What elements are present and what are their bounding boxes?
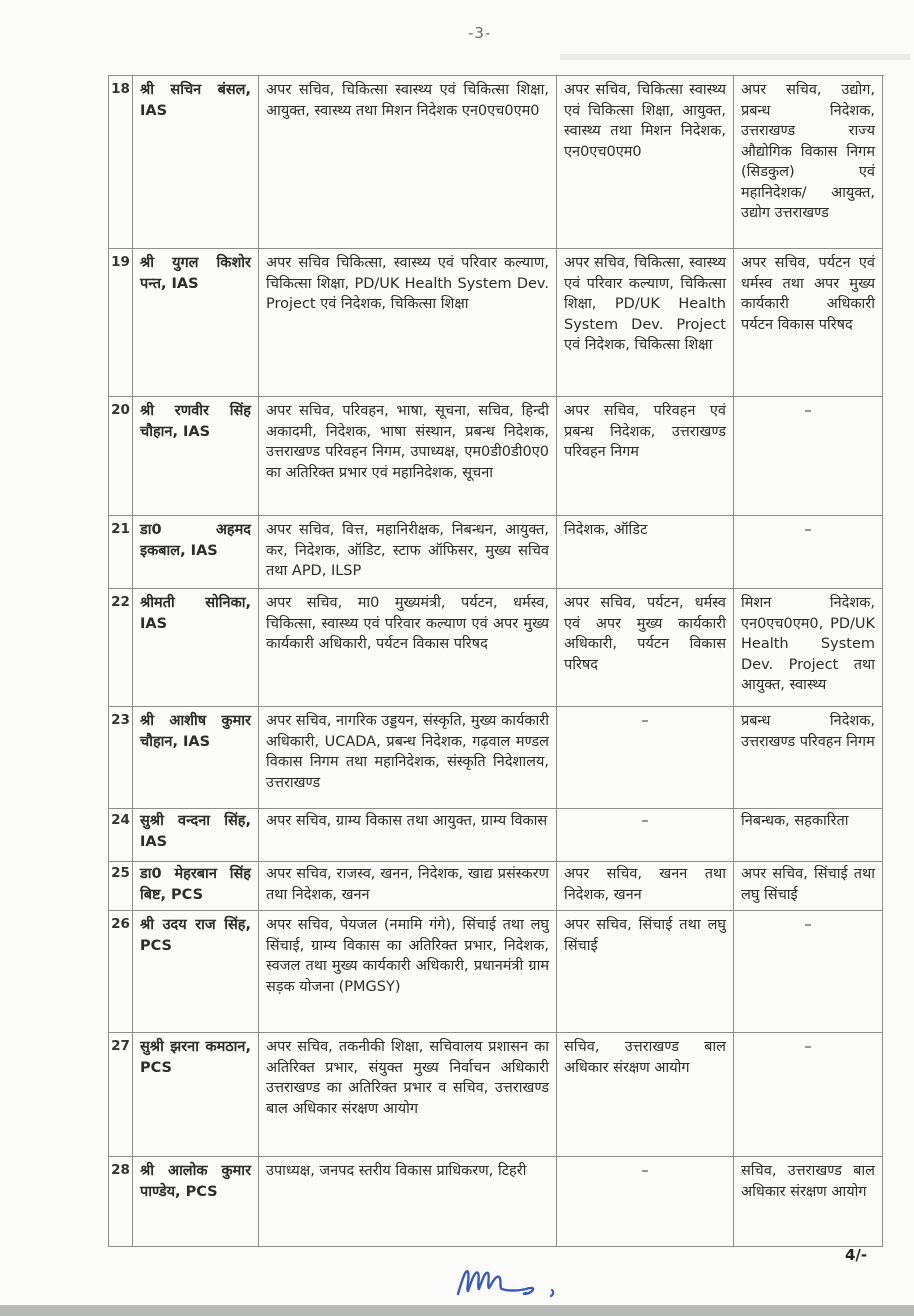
cell-serial: 26 [109, 911, 133, 1033]
cell-name: श्री उदय राज सिंह, PCS [133, 911, 259, 1033]
cell-charge-1: अपर सचिव, ग्राम्य विकास तथा आयुक्त, ग्राम्य विकास [259, 809, 557, 862]
cell-name: डा0 मेहरबान सिंह बिष्ट, PCS [133, 862, 259, 911]
page-number-bottom: 4/- [845, 1246, 868, 1264]
cell-charge-3: अपर सचिव, उद्योग, प्रबन्ध निदेशक, उत्तराखण्ड राज्य औद्योगिक विकास निगम (सिडकुल) एवं महानिदेशक/ आयुक्त, उद्योग उत्तराखण्ड [734, 76, 883, 249]
cell-serial: 25 [109, 862, 133, 911]
cell-name: श्री आलोक कुमार पाण्डेय, PCS [133, 1157, 259, 1247]
signature [452, 1260, 572, 1304]
cell-charge-2: अपर सचिव, चिकित्सा, स्वास्थ्य एवं परिवार कल्याण, चिकित्सा शिक्षा, PD/UK Health System Dev. Project एवं निदेशक, चिकित्सा शिक्षा [557, 249, 734, 397]
page-number-top: -3- [468, 24, 492, 42]
cell-name: श्री सचिन बंसल, IAS [133, 76, 259, 249]
table-row [109, 862, 884, 911]
table-row [109, 249, 884, 397]
cell-charge-1: अपर सचिव, चिकित्सा स्वास्थ्य एवं चिकित्सा शिक्षा, आयुक्त, स्वास्थ्य तथा मिशन निदेशक एन0एच0एम0 [259, 76, 557, 249]
cell-charge-3: – [734, 911, 883, 1033]
cell-charge-3: – [734, 516, 883, 589]
cell-name: सुश्री झरना कमठान, PCS [133, 1033, 259, 1157]
table-row [109, 911, 884, 1033]
table-row [109, 516, 884, 589]
officers-table [108, 75, 884, 1247]
cell-charge-3: अपर सचिव, सिंचाई तथा लघु सिंचाई [734, 862, 883, 911]
cell-charge-1: अपर सचिव, पेयजल (नमामि गंगे), सिंचाई तथा लघु सिंचाई, ग्राम्य विकास का अतिरिक्त प्रभार, निदेशक, स्वजल तथा मुख्य कार्यकारी अधिकारी, प्रधानमंत्री ग्राम सड़क योजना (PMGSY) [259, 911, 557, 1033]
cell-charge-3: अपर सचिव, पर्यटन एवं धर्मस्व तथा अपर मुख्य कार्यकारी अधिकारी पर्यटन विकास परिषद [734, 249, 883, 397]
cell-serial: 20 [109, 397, 133, 516]
cell-charge-2: अपर सचिव, सिंचाई तथा लघु सिंचाई [557, 911, 734, 1033]
cell-charge-3: – [734, 1033, 883, 1157]
cell-charge-2: अपर सचिव, चिकित्सा स्वास्थ्य एवं चिकित्सा शिक्षा, आयुक्त, स्वास्थ्य तथा मिशन निदेशक, एन0एच0एम0 [557, 76, 734, 249]
cell-charge-2: निदेशक, ऑडिट [557, 516, 734, 589]
table-row [109, 397, 884, 516]
cell-charge-2: सचिव, उत्तराखण्ड बाल अधिकार संरक्षण आयोग [557, 1033, 734, 1157]
cell-serial: 18 [109, 76, 133, 249]
cell-charge-3: निबन्धक, सहकारिता [734, 809, 883, 862]
cell-name: श्री युगल किशोर पन्त, IAS [133, 249, 259, 397]
cell-charge-2: अपर सचिव, पर्यटन, धर्मस्व एवं अपर मुख्य कार्यकारी अधिकारी, पर्यटन विकास परिषद [557, 589, 734, 707]
cell-name: श्री आशीष कुमार चौहान, IAS [133, 707, 259, 809]
scan-edge [0, 1305, 914, 1316]
cell-charge-2: – [557, 707, 734, 809]
cell-charge-1: अपर सचिव, मा0 मुख्यमंत्री, पर्यटन, धर्मस्व, चिकित्सा, स्वास्थ्य एवं परिवार कल्याण एवं अपर मुख्य कार्यकारी अधिकारी, पर्यटन विकास परिषद [259, 589, 557, 707]
cell-serial: 23 [109, 707, 133, 809]
table-row [109, 76, 884, 249]
cell-charge-3: सचिव, उत्तराखण्ड बाल अधिकार संरक्षण आयोग [734, 1157, 883, 1247]
cell-serial: 21 [109, 516, 133, 589]
cell-charge-2: – [557, 1157, 734, 1247]
cell-charge-3: प्रबन्ध निदेशक, उत्तराखण्ड परिवहन निगम [734, 707, 883, 809]
cell-serial: 28 [109, 1157, 133, 1247]
table-row [109, 1157, 884, 1247]
cell-serial: 22 [109, 589, 133, 707]
cell-name: सुश्री वन्दना सिंह, IAS [133, 809, 259, 862]
table-row [109, 707, 884, 809]
cell-serial: 19 [109, 249, 133, 397]
table-row [109, 589, 884, 707]
cell-charge-3: मिशन निदेशक, एन0एच0एम0, PD/UK Health System Dev. Project तथा आयुक्त, स्वास्थ्य [734, 589, 883, 707]
cell-name: डा0 अहमद इकबाल, IAS [133, 516, 259, 589]
scan-artifact [560, 54, 910, 60]
cell-charge-2: – [557, 809, 734, 862]
cell-charge-1: अपर सचिव, नागरिक उड्डयन, संस्कृति, मुख्य कार्यकारी अधिकारी, UCADA, प्रबन्ध निदेशक, गढ़वाल मण्डल विकास निगम तथा महानिदेशक, संस्कृति निदेशालय, उत्तराखण्ड [259, 707, 557, 809]
table-row [109, 809, 884, 862]
cell-serial: 27 [109, 1033, 133, 1157]
cell-name: श्रीमती सोनिका, IAS [133, 589, 259, 707]
cell-name: श्री रणवीर सिंह चौहान, IAS [133, 397, 259, 516]
table-row [109, 1033, 884, 1157]
cell-charge-3: – [734, 397, 883, 516]
cell-charge-1: अपर सचिव चिकित्सा, स्वास्थ्य एवं परिवार कल्याण, चिकित्सा शिक्षा, PD/UK Health System Dev. Project एवं निदेशक, चिकित्सा शिक्षा [259, 249, 557, 397]
cell-charge-1: अपर सचिव, राजस्व, खनन, निदेशक, खाद्य प्रसंस्करण तथा निदेशक, खनन [259, 862, 557, 911]
cell-charge-1: अपर सचिव, तकनीकी शिक्षा, सचिवालय प्रशासन का अतिरिक्त प्रभार, संयुक्त मुख्य निर्वाचन अधिकारी उत्तराखण्ड का अतिरिक्त प्रभार व सचिव, उत्तराखण्ड बाल अधिकार संरक्षण आयोग [259, 1033, 557, 1157]
cell-charge-1: अपर सचिव, परिवहन, भाषा, सूचना, सचिव, हिन्दी अकादमी, निदेशक, भाषा संस्थान, प्रबन्ध निदेशक, उत्तराखण्ड परिवहन निगम, उपाध्यक्ष, एम0डी0डी0ए0 का अतिरिक्त प्रभार एवं महानिदेशक, सूचना [259, 397, 557, 516]
cell-charge-1: उपाध्यक्ष, जनपद स्तरीय विकास प्राधिकरण, टिहरी [259, 1157, 557, 1247]
cell-serial: 24 [109, 809, 133, 862]
cell-charge-2: अपर सचिव, परिवहन एवं प्रबन्ध निदेशक, उत्तराखण्ड परिवहन निगम [557, 397, 734, 516]
cell-charge-2: अपर सचिव, खनन तथा निदेशक, खनन [557, 862, 734, 911]
cell-charge-1: अपर सचिव, वित्त, महानिरीक्षक, निबन्धन, आयुक्त, कर, निदेशक, ऑडिट, स्टाफ ऑफिसर, मुख्य सचिव तथा APD, ILSP [259, 516, 557, 589]
